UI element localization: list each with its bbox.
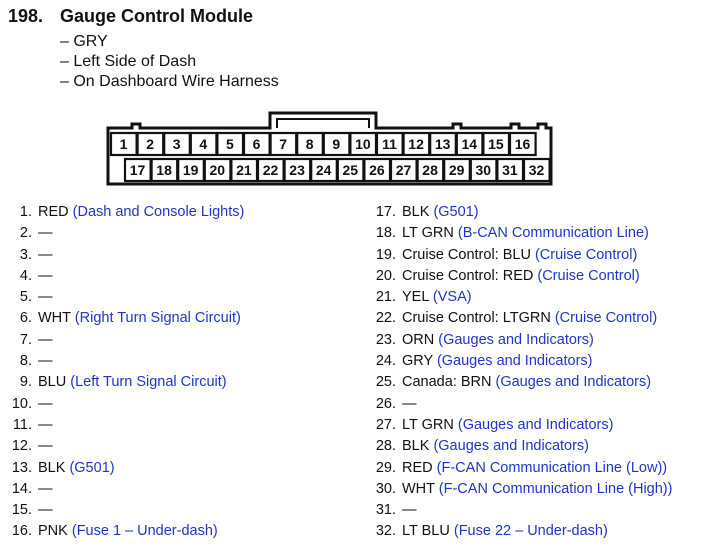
pin-list-right <box>364 202 672 543</box>
pin-row <box>364 351 672 372</box>
pin-cell-number: 3 <box>172 136 181 152</box>
pin-circuit-description: (Gauges and Indicators) <box>495 374 652 391</box>
pin-cell-number: 14 <box>461 136 478 152</box>
pin-wire-color: — <box>402 502 417 519</box>
pin-wire-color: ORN <box>402 331 435 348</box>
pin-row <box>0 287 244 308</box>
pin-cell-number: 25 <box>342 162 359 178</box>
pin-wire-color: LT BLU <box>402 523 450 540</box>
pin-wire-color: — <box>38 246 53 263</box>
pin-number: 23. <box>375 331 396 348</box>
pin-cell-number: 2 <box>146 136 154 152</box>
pin-row <box>364 287 672 308</box>
pin-cell-number: 20 <box>209 162 226 178</box>
pin-row <box>0 266 244 287</box>
section-number: 198. <box>8 6 44 26</box>
pin-row <box>0 479 244 500</box>
pin-number: 13. <box>11 459 32 476</box>
pin-row <box>0 330 244 351</box>
pin-row <box>364 394 672 415</box>
pin-row <box>364 223 672 244</box>
pin-circuit-description: (B-CAN Communication Line) <box>457 225 649 242</box>
pin-number: 5. <box>19 289 32 306</box>
pin-row <box>0 202 244 223</box>
pin-wire-color: Canada: BRN <box>402 374 492 391</box>
pin-wire-color: — <box>38 289 53 306</box>
pin-row <box>0 223 244 244</box>
pin-number: 2. <box>19 225 32 242</box>
pin-circuit-description: (Right Turn Signal Circuit) <box>74 310 241 327</box>
pin-circuit-description: (Gauges and Indicators) <box>438 331 594 348</box>
pin-row <box>0 372 244 393</box>
pin-circuit-description: (Cruise Control) <box>534 246 638 263</box>
pin-cell-number: 21 <box>236 162 252 178</box>
pin-number: 24. <box>375 353 396 370</box>
pin-wire-color: BLU <box>38 374 67 391</box>
pin-row <box>364 436 672 457</box>
pin-wire-color: — <box>38 502 53 519</box>
pin-circuit-description: (Cruise Control) <box>554 310 658 327</box>
pin-circuit-description: (Fuse 22 – Under-dash) <box>453 523 608 540</box>
pin-wire-color: BLK <box>38 459 66 476</box>
pin-cell-number: 26 <box>369 162 385 178</box>
pin-number: 18. <box>375 225 396 242</box>
pin-circuit-description: (Left Turn Signal Circuit) <box>70 374 227 391</box>
pin-row <box>364 500 672 521</box>
pin-cell-number: 4 <box>199 136 208 152</box>
pin-row <box>0 521 244 542</box>
pin-number: 32. <box>375 523 396 540</box>
pin-wire-color: PNK <box>38 523 68 540</box>
pin-number: 20. <box>375 267 396 284</box>
pin-cell-number: 13 <box>434 136 451 152</box>
pin-circuit-description: (Dash and Console Lights) <box>72 204 245 220</box>
pin-cell-number: 31 <box>502 162 518 178</box>
pin-cell-number: 19 <box>182 162 199 178</box>
pin-wire-color: — <box>38 353 53 370</box>
pin-number: 25. <box>375 374 396 391</box>
pin-wire-color: — <box>38 331 53 348</box>
pin-cell-number: 6 <box>252 136 261 152</box>
module-title: Gauge Control Module <box>60 6 253 26</box>
pin-circuit-description: (Gauges and Indicators) <box>436 353 593 370</box>
pin-row <box>364 202 672 223</box>
pin-cell-number: 28 <box>422 162 438 178</box>
pin-number: 11. <box>12 416 32 433</box>
pin-cell-number: 10 <box>355 136 371 152</box>
pin-number: 4. <box>19 267 32 284</box>
pin-number: 21. <box>375 289 396 306</box>
pin-cell-number: 24 <box>315 162 332 178</box>
pin-circuit-description: (Cruise Control) <box>537 267 640 284</box>
pin-number: 14. <box>11 480 32 497</box>
pin-row <box>364 308 672 329</box>
pin-row <box>364 266 672 287</box>
pin-wire-color: — <box>38 225 53 242</box>
pin-number: 10. <box>11 395 32 412</box>
pin-number: 30. <box>375 480 396 497</box>
pin-circuit-description: (F-CAN Communication Line (High)) <box>438 480 673 497</box>
pin-number: 29. <box>375 459 396 476</box>
pin-number: 15. <box>11 502 32 519</box>
pin-wire-color: BLK <box>402 438 430 455</box>
pin-cell-number: 22 <box>262 162 279 178</box>
pin-row <box>364 330 672 351</box>
pin-number: 27. <box>375 416 396 433</box>
pin-wire-color: Cruise Control: BLU <box>402 246 531 263</box>
pin-circuit-description: (Gauges and Indicators) <box>457 416 614 433</box>
pin-row <box>364 415 672 436</box>
pin-wire-color: YEL <box>402 289 429 306</box>
pin-circuit-description: (G501) <box>433 204 479 220</box>
pin-number: 7. <box>19 331 32 348</box>
pin-cell-number: 23 <box>289 162 305 178</box>
pin-number: 8. <box>19 353 32 370</box>
pin-number: 1. <box>19 204 32 220</box>
pin-number: 6. <box>19 310 32 327</box>
pin-cell-number: 16 <box>514 136 531 152</box>
pin-wire-color: RED <box>38 204 69 220</box>
pin-wire-color: — <box>38 416 53 433</box>
pin-wire-color: — <box>38 438 53 455</box>
pin-number: 28. <box>375 438 396 455</box>
pin-wire-color: — <box>38 395 53 412</box>
pin-row <box>0 415 244 436</box>
pin-cell-number: 17 <box>129 162 146 178</box>
pin-circuit-description: (Gauges and Indicators) <box>433 438 590 455</box>
pin-cell-number: 27 <box>395 162 412 178</box>
pin-row <box>364 458 672 479</box>
pin-wire-color: Cruise Control: LTGRN <box>402 310 555 327</box>
pin-cell-number: 29 <box>448 162 465 178</box>
pin-cell-number: 7 <box>279 136 287 152</box>
pin-cell-number: 15 <box>488 136 504 152</box>
pin-cell-number: 8 <box>305 136 314 152</box>
pin-row <box>0 436 244 457</box>
pin-list-left <box>0 202 244 543</box>
pin-row <box>0 245 244 266</box>
pin-cell-number: 1 <box>119 136 128 152</box>
pin-number: 19. <box>375 246 396 263</box>
pin-row <box>0 458 244 479</box>
pin-wire-color: Cruise Control: RED <box>402 267 534 284</box>
pin-wire-color: — <box>402 395 417 412</box>
pin-number: 17. <box>375 204 396 220</box>
pin-wire-color: WHT <box>402 480 435 497</box>
pin-cell-number: 5 <box>225 136 234 152</box>
pin-row <box>0 394 244 415</box>
pin-row <box>0 308 244 329</box>
pin-cell-number: 18 <box>156 162 172 178</box>
pin-number: 26. <box>375 395 396 412</box>
pin-wire-color: — <box>38 480 53 497</box>
pin-number: 9. <box>19 374 32 391</box>
pin-cell-number: 30 <box>475 162 492 178</box>
pin-number: 16. <box>11 523 32 540</box>
pin-number: 22. <box>375 310 396 327</box>
pin-wire-color: RED <box>402 459 433 476</box>
pin-row <box>364 479 672 500</box>
pin-number: 3. <box>19 246 32 263</box>
pin-row <box>364 372 672 393</box>
pin-wire-color: GRY <box>402 353 433 370</box>
pin-wire-color: BLK <box>402 204 430 220</box>
pin-row <box>0 351 244 372</box>
pin-wire-color: WHT <box>38 310 71 327</box>
pin-wire-color: LT GRN <box>402 225 454 242</box>
pin-circuit-description: (F-CAN Communication Line (Low)) <box>436 459 668 476</box>
detail-color: – GRY <box>60 33 108 50</box>
pin-cell-number: 12 <box>408 136 424 152</box>
pin-wire-color: — <box>38 267 53 284</box>
detail-harness: – On Dashboard Wire Harness <box>60 73 279 90</box>
pin-circuit-description: (Fuse 1 – Under-dash) <box>71 523 218 540</box>
detail-location: – Left Side of Dash <box>60 53 197 70</box>
pin-cell-number: 11 <box>382 136 397 152</box>
pin-row <box>364 521 672 542</box>
connector-latch <box>277 119 369 128</box>
pin-circuit-description: (G501) <box>69 459 115 476</box>
pin-row <box>364 245 672 266</box>
pin-wire-color: LT GRN <box>402 416 454 433</box>
pin-circuit-description: (VSA) <box>432 289 472 306</box>
pin-row <box>0 500 244 521</box>
pin-number: 31. <box>375 502 396 519</box>
pin-cell-number: 9 <box>332 136 341 152</box>
pin-number: 12. <box>11 438 32 455</box>
pin-cell-number: 32 <box>528 162 545 178</box>
